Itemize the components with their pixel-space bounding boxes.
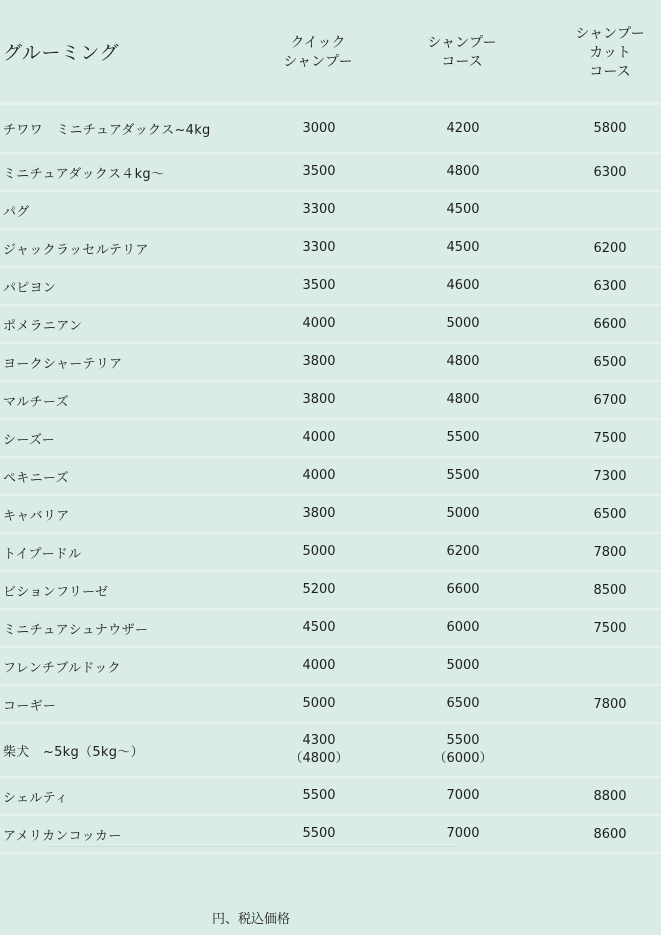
shampoo-cut-course-price (550, 648, 661, 684)
table-row (0, 344, 661, 382)
table-row (0, 778, 661, 816)
breed-name: フレンチブルドック (3, 660, 121, 676)
quick-shampoo-price: 5000 (302, 696, 336, 711)
table-row (0, 534, 661, 572)
table-row (0, 458, 661, 496)
quick-shampoo-price: 3000 (302, 120, 336, 136)
shampoo-cut-course-price: 6300 (593, 278, 627, 294)
table-row (0, 610, 661, 648)
table-row (0, 496, 661, 534)
quick-shampoo-price: 3300 (302, 202, 336, 217)
column-header-shampoo-cut-course: シャンプー カット コース (575, 26, 645, 80)
shampoo-course-price: 4500 (446, 240, 480, 255)
breed-name: アメリカンコッカー (3, 828, 122, 844)
shampoo-cut-course-price: 6300 (593, 164, 627, 180)
shampoo-course-price: 5000 (446, 506, 480, 521)
quick-shampoo-price: 4000 (302, 316, 336, 331)
shampoo-cut-course-price: 7500 (593, 430, 627, 446)
breed-name: 柴犬 ~5kg（5kg〜） (3, 744, 144, 760)
shampoo-course-price: 5500 （6000） (433, 733, 493, 766)
shampoo-cut-course-price: 8500 (593, 582, 627, 598)
shampoo-course-price: 5000 (446, 658, 480, 673)
shampoo-cut-course-price: 8800 (593, 788, 627, 804)
shampoo-cut-course-price: 6200 (593, 240, 627, 256)
divider (46, 846, 456, 847)
breed-name: ジャックラッセルテリア (3, 242, 149, 258)
breed-name: コーギー (3, 698, 57, 714)
shampoo-cut-course-price: 8600 (593, 826, 627, 842)
table-row (0, 105, 661, 154)
shampoo-course-price: 4800 (446, 392, 480, 407)
breed-name: パグ (3, 204, 30, 220)
breed-name: ミニチュアシュナウザー (3, 622, 149, 638)
table-row (0, 648, 661, 686)
shampoo-cut-course-price (550, 724, 661, 776)
shampoo-course-price: 7000 (446, 788, 480, 803)
table-row (0, 230, 661, 268)
table-row (0, 816, 661, 854)
price-note: 円、税込価格 (212, 912, 291, 927)
table-row (0, 686, 661, 724)
table-row (0, 306, 661, 344)
quick-shampoo-price: 5200 (302, 582, 336, 597)
shampoo-course-price: 4800 (446, 354, 480, 369)
shampoo-cut-course-price: 6500 (593, 506, 627, 522)
quick-shampoo-price: 3500 (302, 164, 336, 179)
breed-name: キャバリア (3, 508, 70, 524)
shampoo-cut-course-price: 7300 (593, 468, 627, 484)
shampoo-cut-course-price (550, 192, 661, 228)
shampoo-course-price: 4500 (446, 202, 480, 217)
breed-name: シェルティ (3, 790, 69, 806)
table-header (0, 0, 661, 105)
quick-shampoo-price: 4500 (302, 620, 336, 635)
shampoo-cut-course-price: 6600 (593, 316, 627, 332)
quick-shampoo-price: 4000 (302, 468, 336, 483)
breed-name: ポメラニアン (3, 318, 83, 334)
quick-shampoo-price: 4300 （4800） (289, 733, 349, 766)
shampoo-course-price: 6000 (446, 620, 480, 635)
quick-shampoo-price: 5500 (302, 788, 336, 803)
shampoo-course-price: 4800 (446, 164, 480, 179)
quick-shampoo-price: 3800 (302, 392, 336, 407)
column-header-shampoo-course: シャンプー コース (427, 35, 497, 70)
breed-name: シーズー (3, 432, 55, 448)
quick-shampoo-price: 4000 (302, 658, 336, 673)
quick-shampoo-price: 3800 (302, 354, 336, 369)
quick-shampoo-price: 3800 (302, 506, 336, 521)
table-row (0, 154, 661, 192)
page-title: グルーミング (3, 42, 120, 64)
column-header-quick-shampoo: クイック シャンプー (283, 35, 353, 70)
shampoo-course-price: 5000 (446, 316, 480, 331)
shampoo-cut-course-price: 5800 (593, 121, 627, 136)
breed-name: ビションフリーゼ (3, 584, 109, 600)
quick-shampoo-price: 4000 (302, 430, 336, 445)
breed-name: チワワ ミニチュアダックス~4kg (3, 123, 211, 138)
breed-name: マルチーズ (3, 394, 69, 410)
table-row (0, 572, 661, 610)
breed-name: ミニチュアダックス４kg〜 (3, 166, 165, 182)
table-row (0, 268, 661, 306)
shampoo-course-price: 5500 (446, 430, 480, 445)
quick-shampoo-price: 3300 (302, 240, 336, 255)
shampoo-course-price: 6500 (446, 696, 480, 711)
breed-name: パピヨン (3, 280, 57, 296)
table-row (0, 192, 661, 230)
table-row (0, 382, 661, 420)
shampoo-cut-course-price: 7800 (593, 544, 627, 560)
shampoo-course-price: 6200 (446, 544, 480, 559)
shampoo-cut-course-price: 6500 (593, 354, 627, 370)
shampoo-cut-course-price: 7800 (593, 696, 627, 712)
breed-name: ヨークシャーテリア (3, 356, 123, 372)
shampoo-cut-course-price: 7500 (593, 620, 627, 636)
quick-shampoo-price: 5000 (302, 544, 336, 559)
shampoo-cut-course-price: 6700 (593, 392, 627, 408)
shampoo-course-price: 6600 (446, 582, 480, 597)
quick-shampoo-price: 3500 (302, 278, 336, 293)
table-body (0, 105, 661, 854)
shampoo-course-price: 4200 (446, 120, 480, 136)
table-row (0, 420, 661, 458)
shampoo-course-price: 5500 (446, 468, 480, 483)
table-row (0, 724, 661, 778)
breed-name: トイプードル (3, 546, 82, 562)
breed-name: ペキニーズ (3, 470, 69, 486)
shampoo-course-price: 4600 (446, 278, 480, 293)
shampoo-course-price: 7000 (446, 826, 480, 841)
quick-shampoo-price: 5500 (302, 826, 336, 841)
